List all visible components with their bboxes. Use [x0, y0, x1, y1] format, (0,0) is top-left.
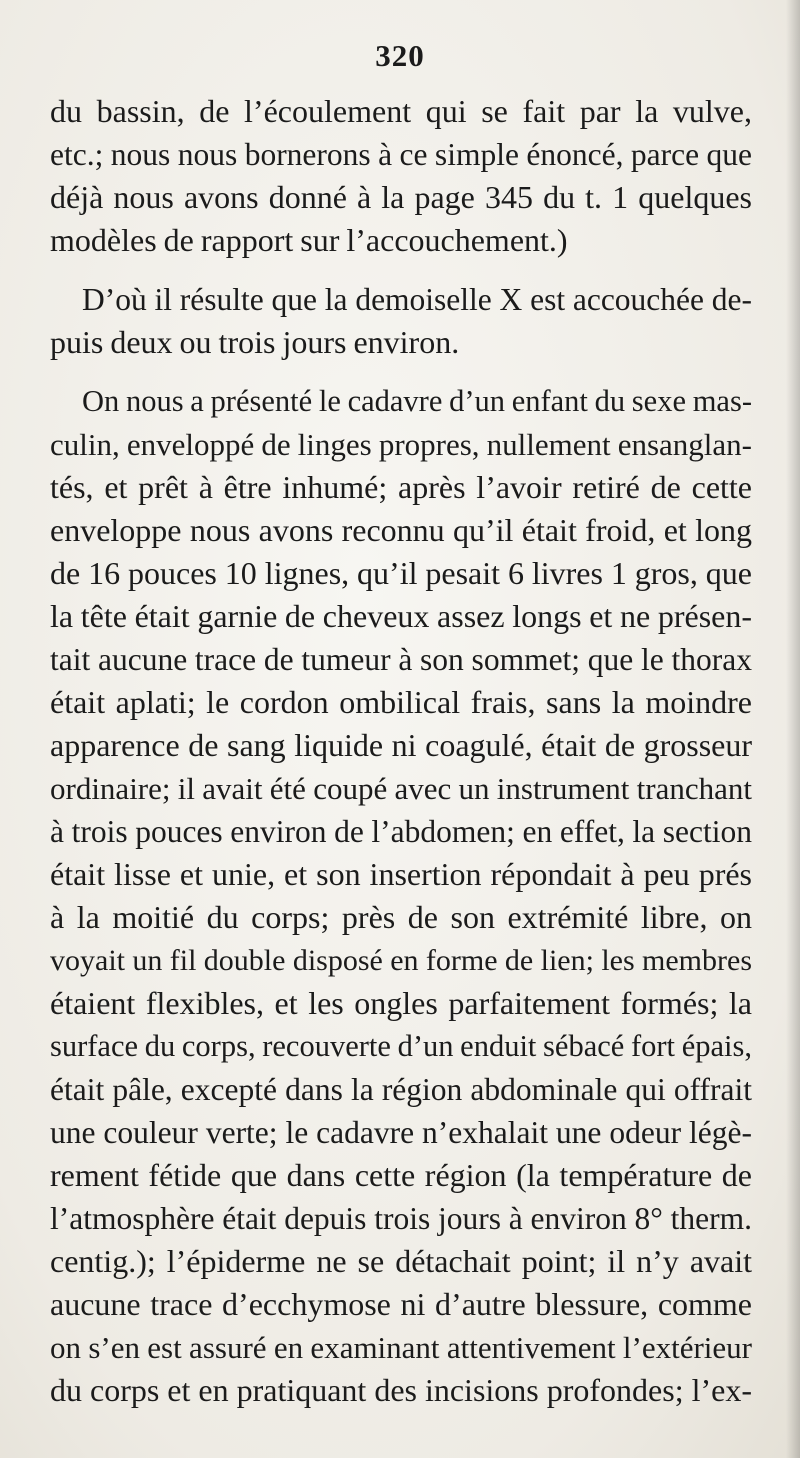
- text-line: voyait un fil double disposé en forme de lien; les membres: [50, 944, 752, 977]
- text-line: apparence de sang liquide ni coagulé, était de grosseur: [50, 727, 752, 763]
- text-line: surface du corps, recouverte d’un enduit sébacé fort épais,: [50, 1029, 752, 1063]
- text-line: la tête était garnie de cheveux assez longs et ne présen-: [50, 598, 752, 634]
- text-line: enveloppe nous avons reconnu qu’il était froid, et long: [50, 512, 752, 548]
- text-line: ordinaire; il avait été coupé avec un instrument tranchant: [50, 771, 752, 806]
- text-line: culin, enveloppé de linges propres, nullement ensanglan-: [50, 427, 752, 462]
- text-line: rement fétide que dans cette région (la température de: [50, 1157, 752, 1193]
- text-line: l’atmosphère était depuis trois jours à environ 8° therm.: [50, 1201, 752, 1236]
- text-line: était lisse et unie, et son insertion répondait à peu prés: [50, 856, 752, 892]
- text-line: à trois pouces environ de l’abdomen; en effet, la section: [50, 814, 752, 849]
- text-line: on s’en est assuré en examinant attentivement l’extérieur: [50, 1330, 752, 1365]
- text-line: etc.; nous nous bornerons à ce simple énoncé, parce que: [50, 137, 752, 172]
- text-line: à la moitié du corps; près de son extrémité libre, on: [50, 899, 752, 935]
- paragraph-1: [50, 90, 752, 262]
- paragraph-3: [50, 380, 752, 1412]
- text-line: D’où il résulte que la demoiselle X est accouchée de-: [82, 282, 752, 317]
- text-line: On nous a présenté le cadavre d’un enfant du sexe mas-: [82, 384, 752, 418]
- text-line: centig.); l’épiderme ne se détachait point; il n’y avait: [50, 1243, 752, 1279]
- text-line: tés, et prêt à être inhumé; après l’avoir retiré de cette: [50, 469, 752, 505]
- text-line: aucune trace d’ecchymose ni d’autre blessure, comme: [50, 1286, 752, 1322]
- paragraph-2: [50, 278, 752, 364]
- text-line: modèles de rapport sur l’accouchement.): [50, 222, 568, 258]
- text-line: du bassin, de l’écoulement qui se fait par la vulve,: [50, 93, 752, 129]
- text-line: déjà nous avons donné à la page 345 du t. 1 quelques: [50, 179, 752, 215]
- text-line: une couleur verte; le cadavre n’exhalait une odeur légè-: [50, 1115, 752, 1150]
- text-line: de 16 pouces 10 lignes, qu’il pesait 6 livres 1 gros, que: [50, 555, 752, 591]
- text-line: était aplati; le cordon ombilical frais, sans la moindre: [50, 684, 752, 720]
- text-line: était pâle, excepté dans la région abdominale qui offrait: [50, 1072, 752, 1107]
- text-line: étaient flexibles, et les ongles parfaitement formés; la: [50, 985, 752, 1021]
- text-line: puis deux ou trois jours environ.: [50, 324, 460, 360]
- text-line: tait aucune trace de tumeur à son sommet; que le thorax: [50, 642, 752, 677]
- body-text: [50, 90, 752, 1412]
- text-line: du corps et en pratiquant des incisions profondes; l’ex-: [50, 1372, 752, 1408]
- page-edge-shadow: [786, 0, 800, 1458]
- page-number: 320: [375, 38, 425, 73]
